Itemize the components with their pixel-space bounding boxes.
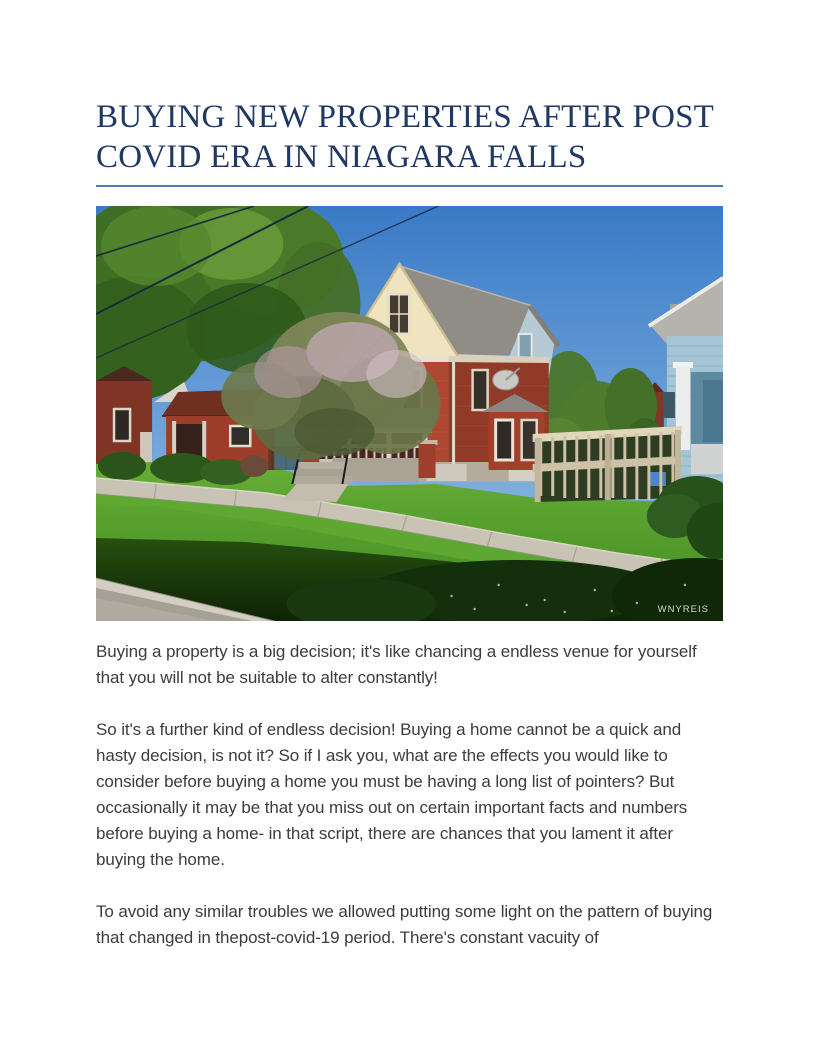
title-underline-rule xyxy=(96,185,723,187)
document-content xyxy=(96,0,723,951)
far-left-house-window xyxy=(114,409,130,441)
blue-tarp xyxy=(650,472,666,486)
page-title-line1: BUYING NEW PROPERTIES AFTER POST xyxy=(96,99,715,135)
page-title xyxy=(96,0,723,177)
page-title-line2: COVID ERA IN NIAGARA FALLS xyxy=(96,139,587,175)
photo-watermark: WNYREIS xyxy=(657,604,709,615)
side-window xyxy=(473,370,488,410)
house-photo-canvas xyxy=(96,206,723,621)
body-text xyxy=(96,639,723,951)
paragraph-1: Buying a property is a big decision; it's like chancing a endless venue for yourself that you will not be suitable to alter constantly! xyxy=(96,642,697,687)
ranch-window xyxy=(230,426,250,446)
paragraph-3: To avoid any similar troubles we allowed putting some light on the pattern of buying that changed in thepost-covid-19 period. There's constant vacuity of xyxy=(96,902,713,947)
right-house-window xyxy=(664,392,675,418)
wooden-deck xyxy=(533,426,682,502)
house-photo xyxy=(96,206,723,621)
paragraph-2: So it's a further kind of endless decision! Buying a home cannot be a quick and hasty decision, is not it? So if I ask you, what are the effects you would like to consider before buying a home you must be having a long list of pointers? But occasionally it may be that you miss out on certain important facts and numbers before buying a home- in that script, there are chances that you lament it after buying the home. xyxy=(96,720,688,869)
porch-pillar-right xyxy=(419,444,436,478)
right-house-porch-skirt xyxy=(691,444,723,474)
